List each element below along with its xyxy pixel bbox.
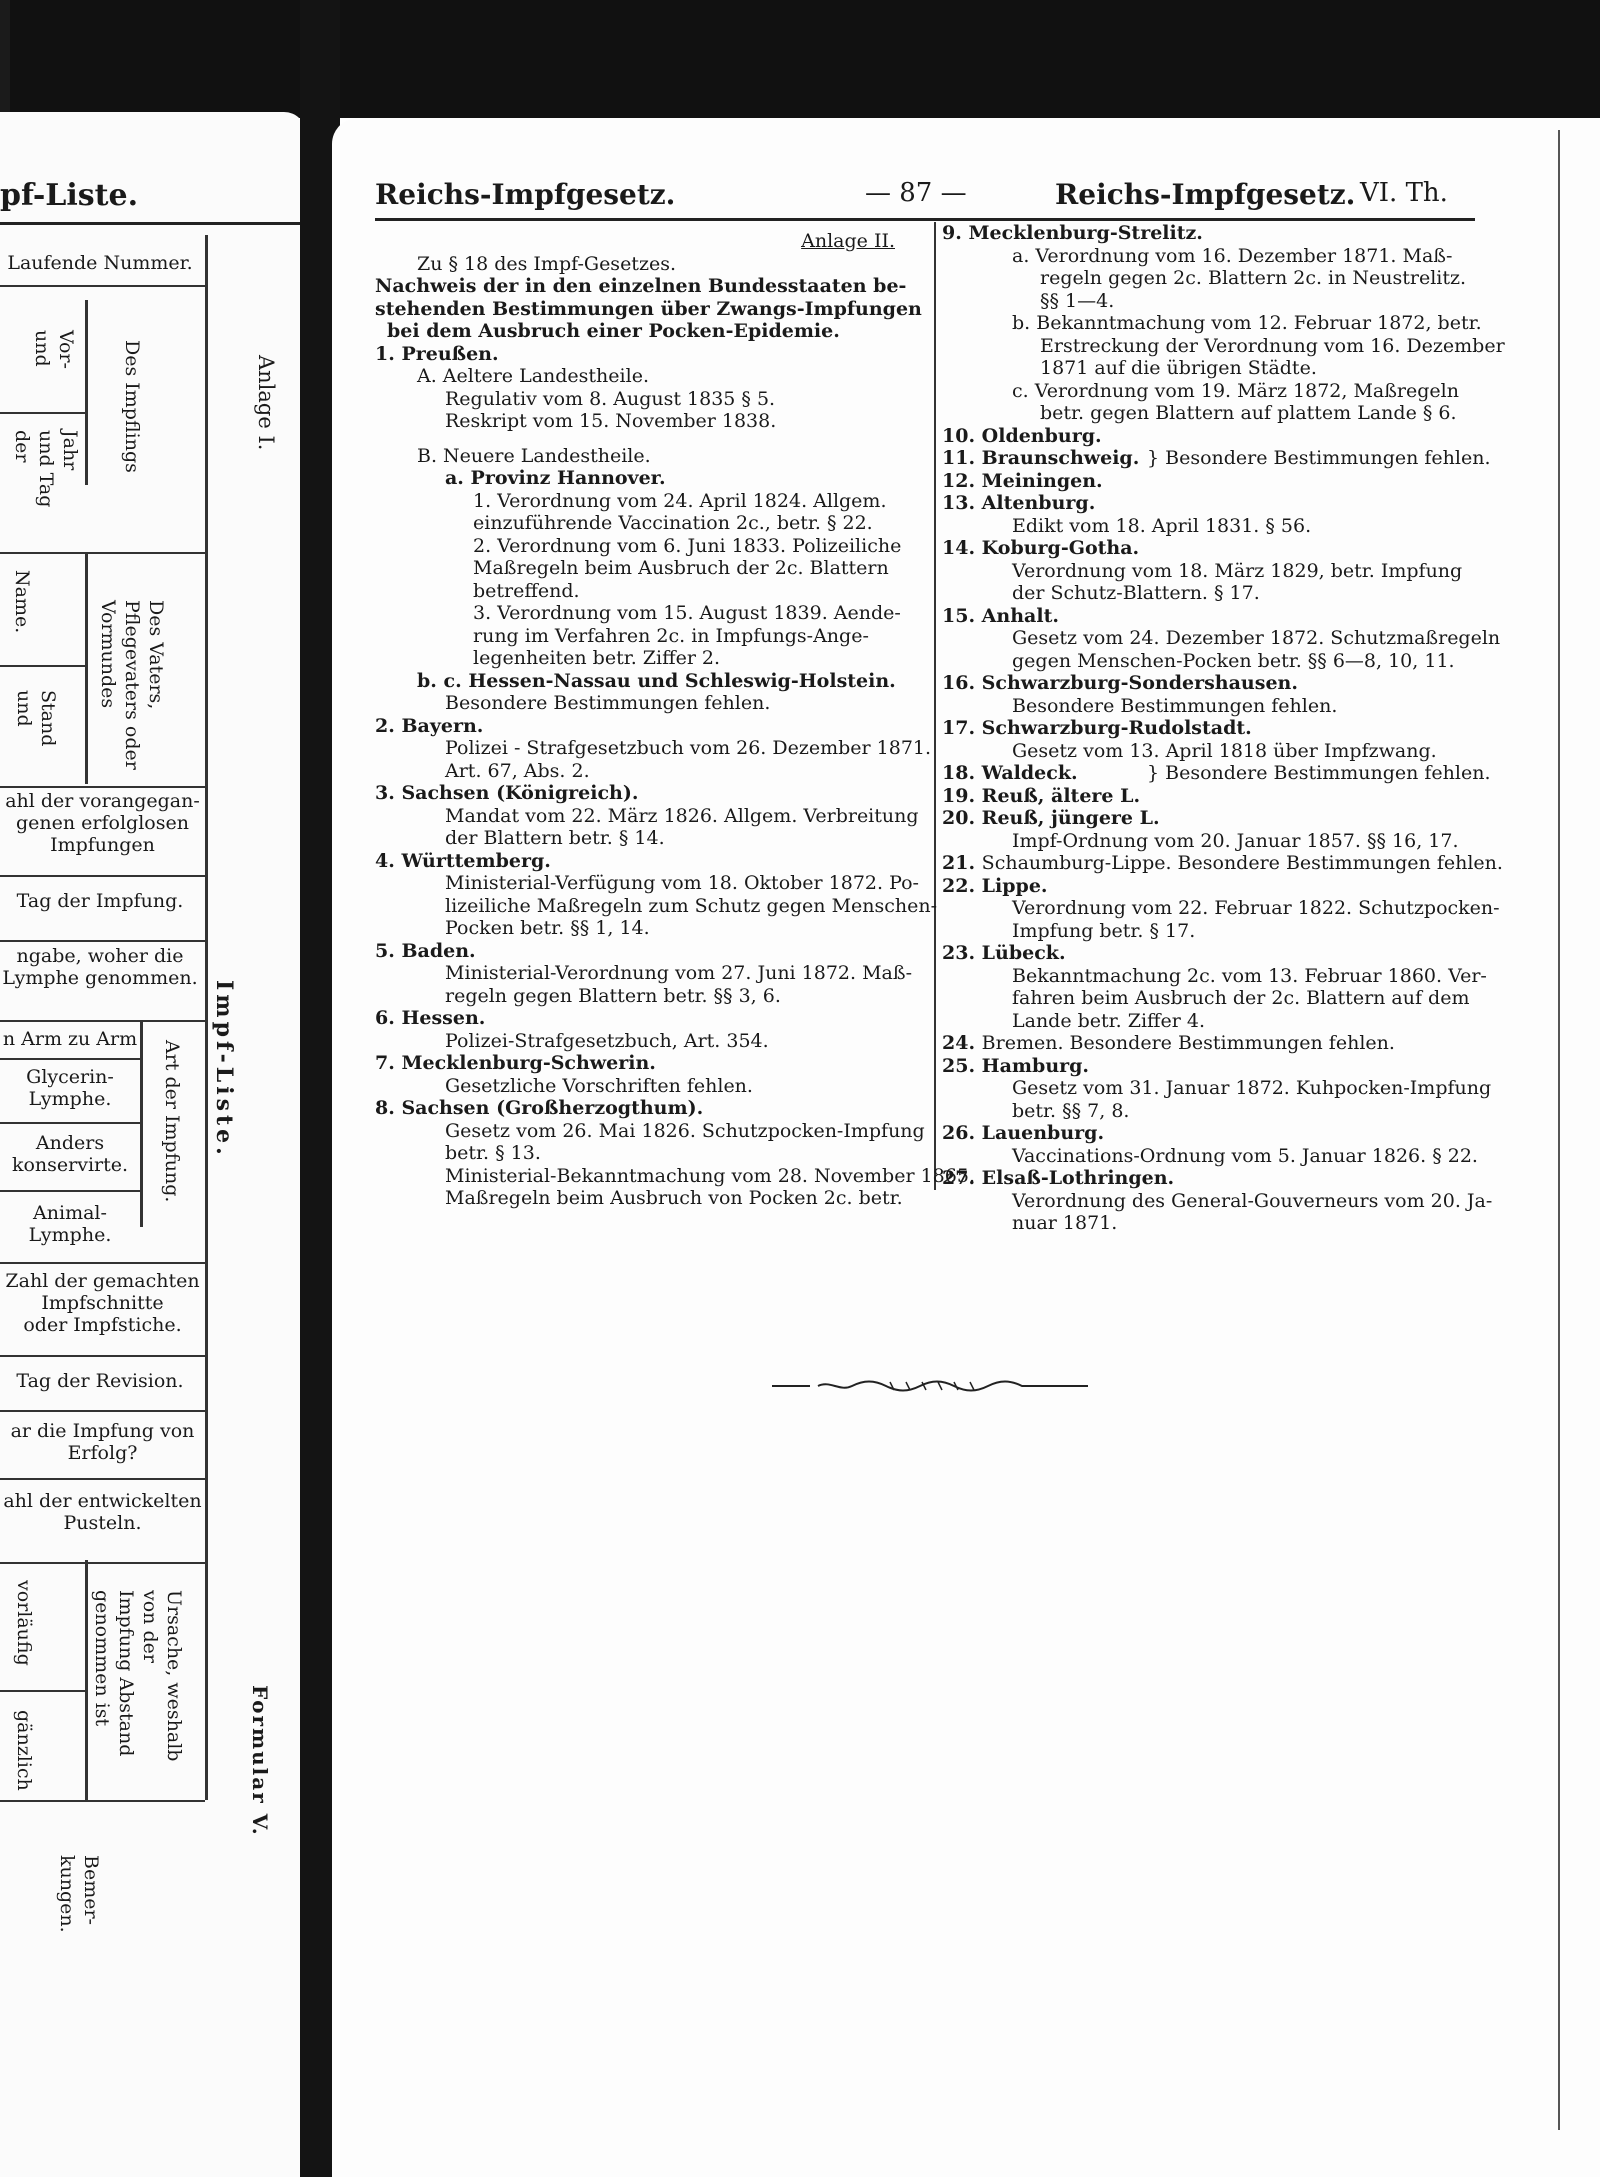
col-glycerin: Glycerin- Lymphe. [26,1066,114,1110]
running-head [375,178,1475,218]
row-rule [0,786,205,788]
row-rule [0,1690,85,1692]
row-rule [0,1410,205,1412]
ornament-divider [770,1378,1090,1394]
col-zahl-vorangegangen: ahl der vorangegan- genen erfolglosen Impfungen [5,790,200,856]
column-divider [85,300,88,485]
text-line: 1. Preußen. [375,342,499,365]
text-line: 15. Anhalt. [942,604,1059,627]
text-line: 3. Verordnung vom 15. August 1839. Aende- [473,602,901,624]
text-line: betr. § 13. [445,1142,541,1164]
text-line: 27. Elsaß-Lothringen. [942,1167,1175,1189]
text-line: Impfung betr. § 17. [1012,919,1196,942]
brace-note: } Besondere Bestimmungen fehlen. [1147,762,1491,784]
text-line: Gesetz vom 31. Januar 1872. Kuhpocken-Impfung [1012,1077,1492,1099]
text-line: 16. Schwarzburg-Sondershausen. [942,672,1298,694]
text-line: Edikt vom 18. April 1831. § 56. [1012,514,1312,537]
text-column-right [942,222,1505,1235]
text-line: der Schutz-Blattern. § 17. [1012,582,1260,604]
row-rule [0,1262,205,1264]
text-line: bei dem Ausbruch einer Pocken-Epidemie. [387,320,840,342]
row-rule [0,1800,205,1802]
text-line: Ministerial-Verordnung vom 27. Juni 1872. Maß- [445,962,912,984]
column-divider [85,552,88,784]
row-rule [0,412,85,414]
text-line: legenheiten betr. Ziffer 2. [473,647,721,669]
text-line: Polizei - Strafgesetzbuch vom 26. Dezember 1871. [445,737,932,759]
text-line: 3. Sachsen (Königreich). [375,782,639,804]
col-vorlaeufig: vorläufig [13,1580,35,1666]
col-stand-und: Stand und [13,690,59,747]
text-line: Impf-Ordnung vom 20. Januar 1857. §§ 16, 17. [1012,829,1459,852]
row-rule [0,552,205,554]
text-line [942,1032,1482,1055]
text-line: 6. Hessen. [375,1007,486,1029]
impfliste-label: Impf-Liste. [211,980,237,1159]
text-line: stehenden Bestimmungen über Zwangs-Impfungen [375,297,922,320]
column-divider [85,1560,88,1800]
col-jahr-tag: Jahr und Tag der [11,430,81,508]
text-line: 26. Lauenburg. [942,1122,1105,1144]
text-line: 9. Mecklenburg-Strelitz. [942,222,1203,244]
text-line: 18. Waldeck. } Besondere Bestimmungen fehlen. [942,762,1491,784]
text-line: 22. Lippe. [942,874,1048,897]
col-pusteln: ahl der entwickelten Pusteln. [3,1490,202,1534]
text-line: rung im Verfahren 2c. in Impfungs-Ange- [473,624,869,647]
row-rule [0,940,205,942]
text-line: Verordnung vom 22. Februar 1822. Schutzpocken- [1012,897,1500,919]
text-line: 7. Mecklenburg-Schwerin. [375,1052,656,1074]
text-line: 8. Sachsen (Großherzogthum). [375,1097,704,1119]
row-rule [0,1058,140,1060]
formular-v-label: Formular V. [248,1685,272,1837]
text-line: 2. Verordnung vom 6. Juni 1833. Polizeiliche [473,534,902,557]
text-line: b. Bekanntmachung vom 12. Februar 1872, betr. [1012,312,1482,334]
text-line: Ministerial-Bekanntmachung vom 28. November 1865. [445,1164,975,1187]
text-line: Gesetz vom 26. Mai 1826. Schutzpocken-Impfung [445,1119,925,1142]
text-line: 1871 auf die übrigen Städte. [1040,357,1317,379]
text-line: 1. Verordnung vom 24. April 1824. Allgem. [473,489,887,512]
text-line: gegen Menschen-Pocken betr. §§ 6—8, 10, 11. [1012,649,1455,672]
brace-note: } Besondere Bestimmungen fehlen. [1147,447,1491,469]
column-divider [140,1022,143,1227]
col-erfolg: ar die Impfung von Erfolg? [10,1420,195,1464]
text-line: B. Neuere Landestheile. [417,444,651,467]
scan-edge-top [0,0,1600,118]
text-line: betreffend. [473,579,580,602]
text-line: Gesetz vom 13. April 1818 über Impfzwang. [1012,739,1437,762]
text-line: A. Aeltere Landestheile. [417,365,649,387]
col-animal: Animal- Lymphe. [28,1202,112,1246]
text-line: 19. Reuß, ältere L. [942,784,1141,807]
row-rule [0,1562,205,1564]
text-line: Gesetzliche Vorschriften fehlen. [445,1074,753,1097]
col-des-impflings: Des Impflings [121,340,143,473]
column-divider [934,222,936,1190]
text-line: Anlage II. [801,230,895,252]
text-line: Maßregeln beim Ausbruch der 2c. Blattern [473,557,889,579]
page-edge-line [1558,130,1560,2130]
entry-note: Bremen. Besondere Bestimmungen fehlen. [981,1032,1395,1054]
text-line: einzuführende Vaccination 2c., betr. § 22. [473,512,873,534]
text-line: Art. 67, Abs. 2. [445,759,590,782]
col-tag-impfung: Tag der Impfung. [16,890,184,912]
text-line: 25. Hamburg. [942,1054,1090,1077]
text-line: Polizei-Strafgesetzbuch, Art. 354. [445,1029,769,1052]
text-line: betr. §§ 7, 8. [1012,1099,1130,1122]
text-line: c. Verordnung vom 19. März 1872, Maßregeln [1012,379,1459,402]
text-line: 12. Meiningen. [942,469,1103,492]
text-line: b. c. Hessen-Nassau und Schleswig-Holstein. [417,669,896,692]
col-angabe-lymphe: ngabe, woher die Lymphe genommen. [2,945,198,989]
col-bemerkungen: Bemer- kungen. [56,1855,102,1933]
header-rule [0,222,300,225]
col-name: Name. [11,570,33,634]
row-rule [0,1478,205,1480]
text-line: Maßregeln beim Ausbruch von Pocken 2c. betr. [445,1187,903,1209]
text-line: Verordnung vom 18. März 1829, betr. Impfung [1012,559,1463,582]
text-line: 11. Braunschweig. } Besondere Bestimmungen fehlen. [942,447,1491,469]
left-page-header: pf-Liste. [0,178,139,213]
text-line: nuar 1871. [1012,1212,1118,1234]
text-line: der Blattern betr. § 14. [445,827,665,849]
text-line: lizeiliche Maßregeln zum Schutz gegen Menschen- [445,894,938,917]
col-zahl-impfschnitte: Zahl der gemachten Impfschnitte oder Impfstiche. [5,1270,200,1336]
running-head-left: Reichs-Impfgesetz. [375,178,676,211]
text-line: betr. gegen Blattern auf plattem Lande § 6. [1040,402,1457,424]
text-line: 13. Altenburg. [942,492,1096,514]
text-line: 5. Baden. [375,939,476,962]
text-line: Bekanntmachung 2c. vom 13. Februar 1860. Ver- [1012,964,1487,987]
row-rule [0,1355,205,1357]
entry-note: Schaumburg-Lippe. Besondere Bestimmungen fehlen. [981,852,1503,874]
text-line: 17. Schwarzburg-Rudolstadt. [942,717,1252,739]
text-line: Lande betr. Ziffer 4. [1012,1009,1206,1032]
header-rule [375,218,1475,221]
text-line: Ministerial-Verfügung vom 18. Oktober 1872. Po- [445,872,919,894]
col-art-der-impfung: Art der Impfung. [161,1040,183,1203]
row-rule [0,285,205,287]
col-tag-revision: Tag der Revision. [16,1370,184,1392]
text-line: Gesetz vom 24. Dezember 1872. Schutzmaßregeln [1012,627,1501,649]
text-line: Nachweis der in den einzelnen Bundesstaaten be- [375,275,907,297]
volume-label: VI. Th. [1360,178,1448,208]
row-rule [0,1122,140,1124]
entry-heading: 24. [942,1032,982,1054]
text-line: regeln gegen 2c. Blattern 2c. in Neustrelitz. [1040,267,1467,289]
col-laufende-nummer: Laufende Nummer. [7,252,193,274]
row-rule [0,1190,140,1192]
text-line: 10. Oldenburg. [942,424,1102,447]
text-line: Besondere Bestimmungen fehlen. [1012,694,1338,717]
text-line: regeln gegen Blattern betr. §§ 3, 6. [445,984,781,1007]
text-line: a. Verordnung vom 16. Dezember 1871. Maß- [1012,244,1453,267]
text-line: Zu § 18 des Impf-Gesetzes. [417,252,676,275]
text-line: Pocken betr. §§ 1, 14. [445,917,650,939]
text-line: 20. Reuß, jüngere L. [942,807,1160,829]
col-gaenzlich: gänzlich [13,1710,35,1791]
text-line [942,852,1503,875]
row-rule [0,875,205,877]
text-line: 23. Lübeck. [942,942,1066,964]
text-line: Vaccinations-Ordnung vom 5. Januar 1826. § 22. [1012,1144,1478,1167]
row-rule [0,1020,205,1022]
text-line: Erstreckung der Verordnung vom 16. Dezember [1040,334,1505,357]
text-line: 14. Koburg-Gotha. [942,537,1140,559]
text-line: Besondere Bestimmungen fehlen. [445,692,771,714]
col-anders: Anders konservirte. [11,1132,129,1176]
page-number: — 87 — [865,178,967,208]
col-des-vaters: Des Vaters, Pflegevaters oder Vormundes [97,600,167,770]
row-rule [0,665,85,667]
anlage-i-label: Anlage I. [254,355,278,451]
col-vor-und: Vor- und [31,330,77,369]
text-line: Regulativ vom 8. August 1835 § 5. [445,387,776,410]
text-line: Reskript vom 15. November 1838. [445,410,777,432]
text-line: Mandat vom 22. März 1826. Allgem. Verbreitung [445,804,919,827]
col-ursache: Ursache, weshalb von der Impfung Abstand genommen ist [91,1590,185,1762]
col-arm-zu-arm: n Arm zu Arm [2,1028,138,1050]
table-right-border [205,235,208,1800]
running-head-right: Reichs-Impfgesetz. [1055,178,1356,211]
text-line: 4. Württemberg. [375,849,551,872]
text-line: §§ 1—4. [1040,289,1115,312]
text-line: 2. Bayern. [375,714,484,737]
text-line: fahren beim Ausbruch der 2c. Blattern auf dem [1012,987,1470,1009]
text-line: a. Provinz Hannover. [445,467,666,489]
entry-heading: 21. [942,852,982,874]
text-line: Verordnung des General-Gouverneurs vom 20. Ja- [1012,1189,1493,1212]
text-line [375,433,925,445]
